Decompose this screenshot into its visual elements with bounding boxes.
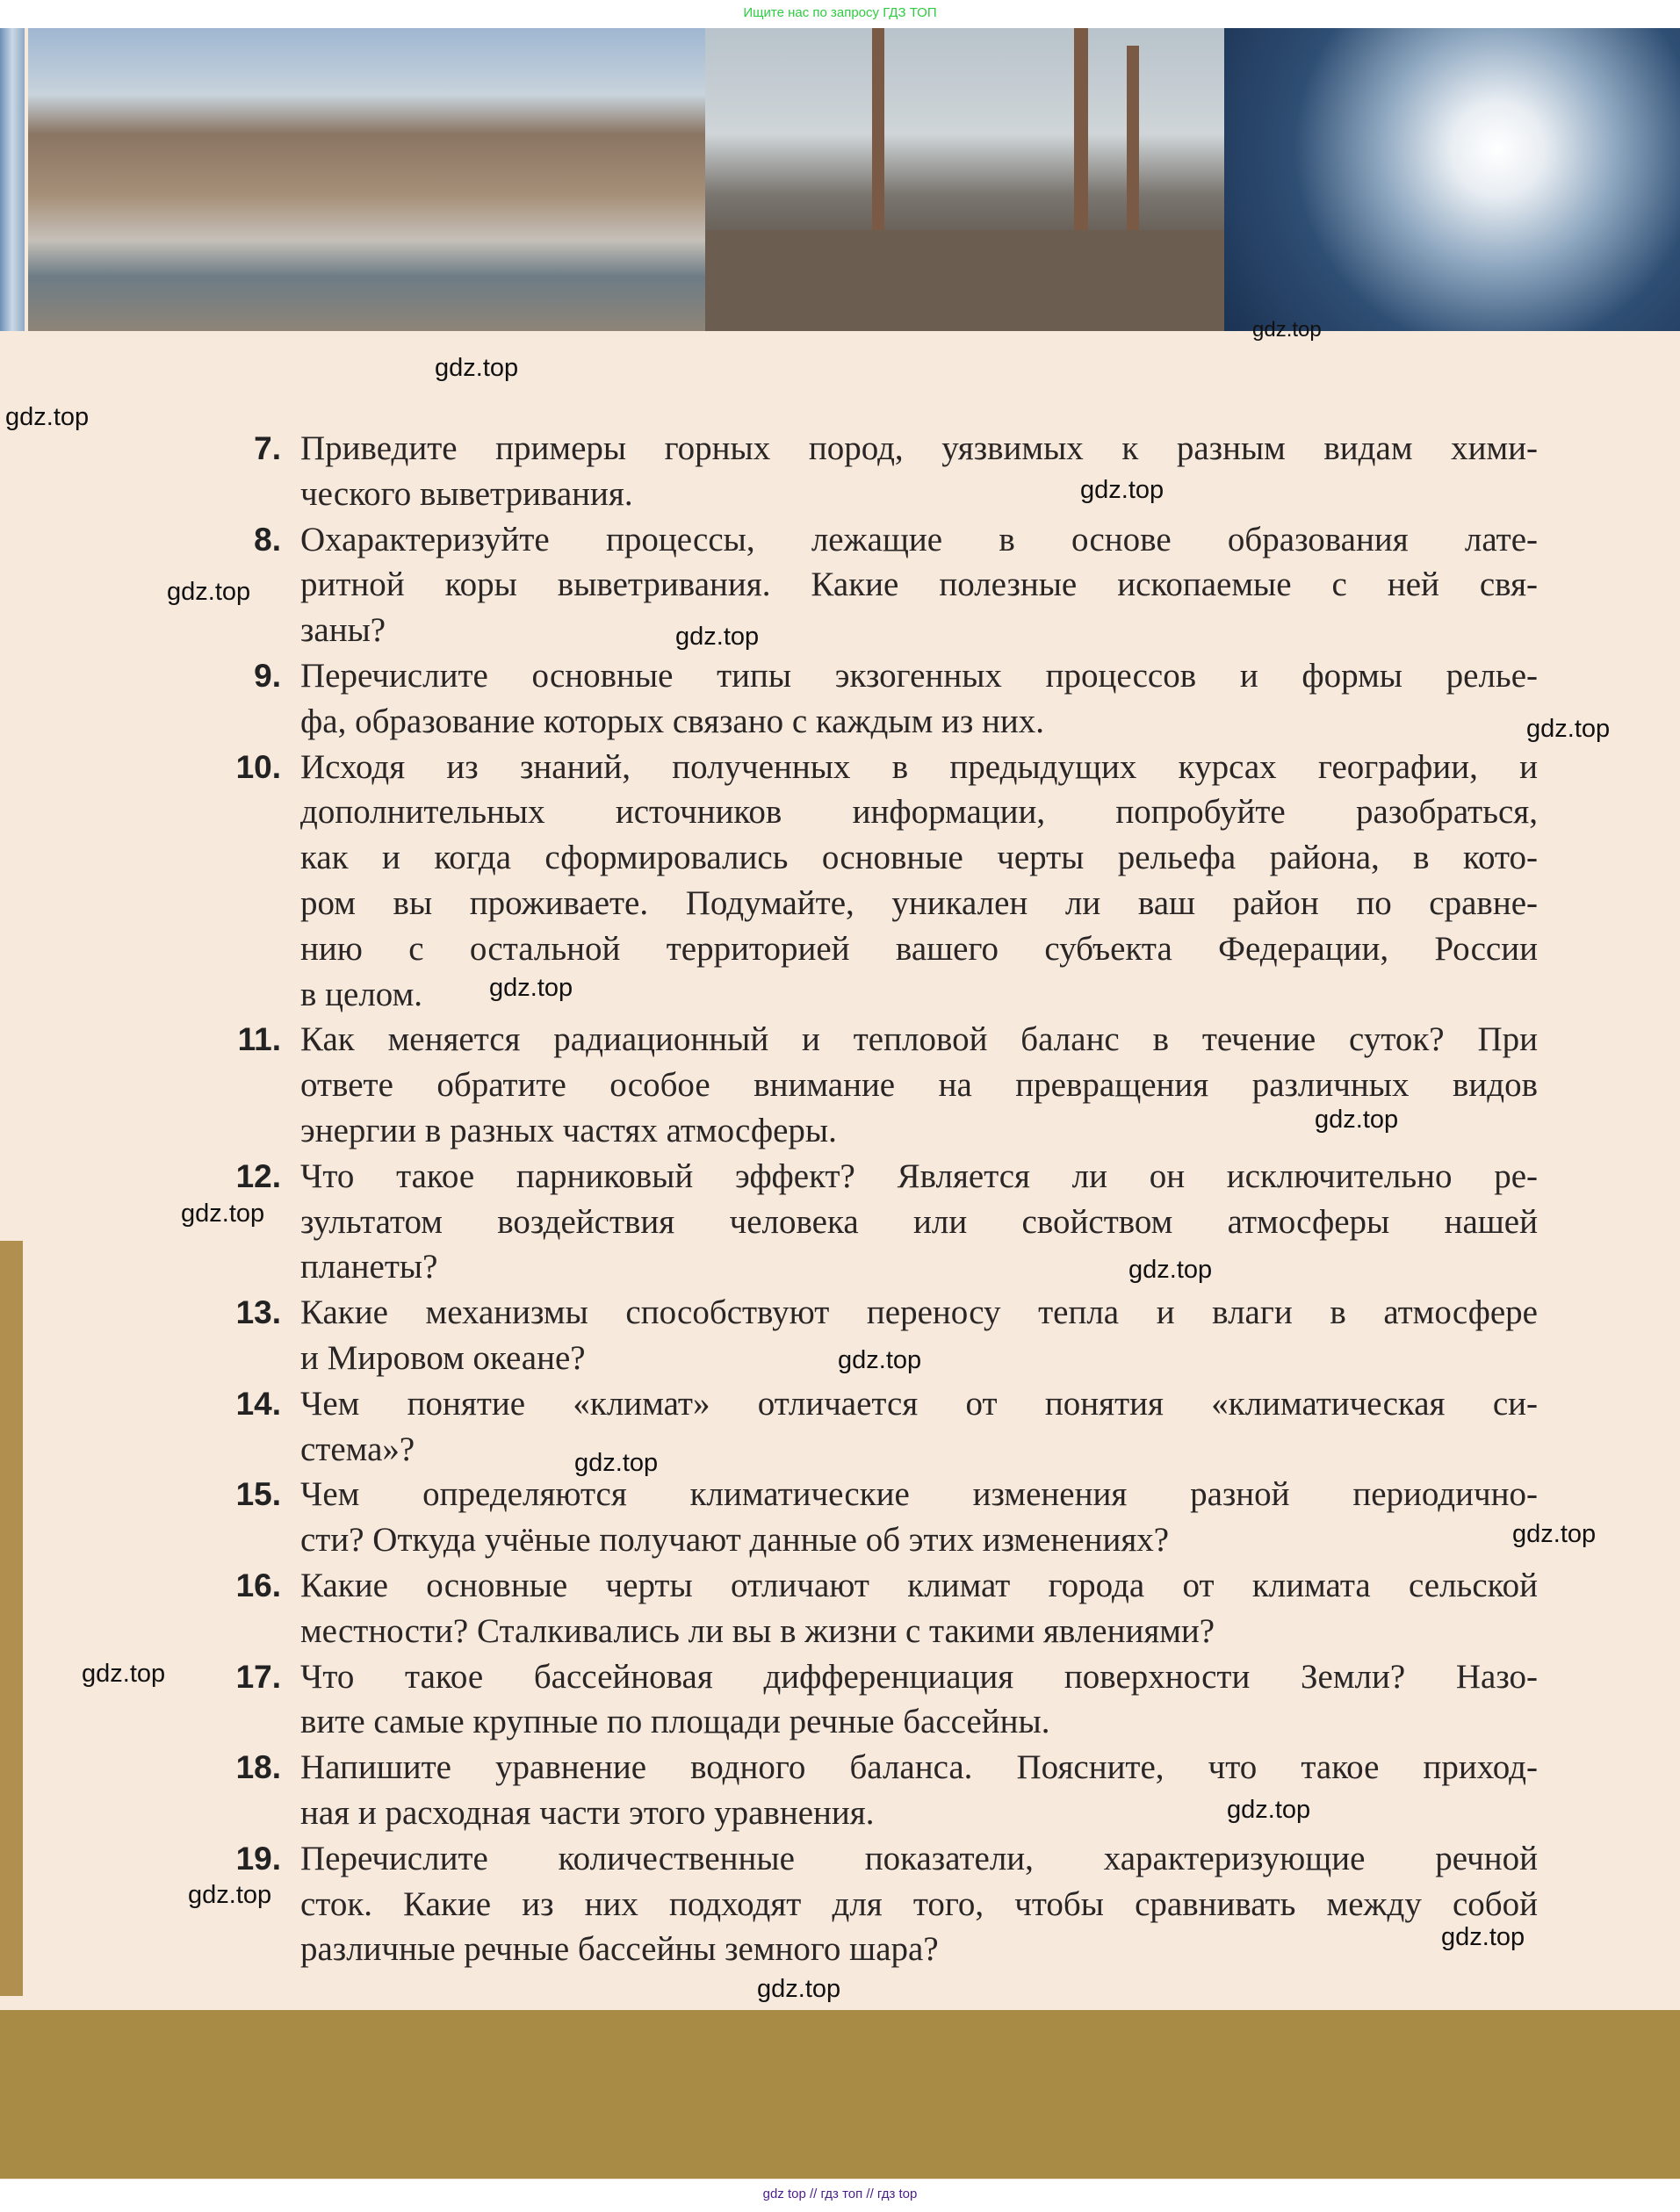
question-item	[0, 1017, 1680, 1153]
question-item	[0, 1563, 1680, 1654]
question-text-line: Какие механизмы способствуют переносу тепла и влаги в атмосфере	[300, 1293, 1538, 1332]
question-text-line: как и когда сформировались основные черты рельефа района, в кото-	[300, 839, 1538, 877]
question-text-line: сток. Какие из них подходят для того, чтобы сравнивать между собой	[300, 1884, 1538, 1923]
question-item	[0, 1654, 1680, 1746]
watermark-text: gdz.top	[181, 1200, 265, 1228]
question-text-line: Охарактеризуйте процессы, лежащие в основе образования лате-	[300, 520, 1538, 558]
top-search-note: Ищите нас по запросу ГДЗ ТОП	[743, 5, 937, 20]
question-text-line: нию с остальной территорией вашего субъекта Федерации, России	[300, 929, 1538, 968]
watermark-text: gdz.top	[838, 1346, 922, 1374]
question-text-line: ритной коры выветривания. Какие полезные ископаемые с ней свя-	[300, 566, 1538, 604]
watermark-text: gdz.top	[1227, 1796, 1311, 1824]
question-item	[0, 745, 1680, 1018]
question-number: 14.	[235, 1385, 281, 1422]
question-item	[0, 653, 1680, 745]
watermark-text: gdz.top	[1512, 1520, 1597, 1548]
question-text-line: заны?	[300, 611, 386, 650]
question-number: 11.	[237, 1021, 281, 1058]
watermark-text: gdz.top	[675, 623, 760, 651]
question-text-line: в целом.	[300, 975, 422, 1013]
bottom-note: gdz top // гдз топ // гдз top	[762, 2187, 918, 2201]
question-number: 9.	[254, 657, 281, 694]
question-text-line: планеты?	[300, 1248, 438, 1286]
question-text-line: зультатом воздействия человека или свойством атмосферы нашей	[300, 1202, 1538, 1241]
watermark-text: gdz.top	[1441, 1923, 1525, 1951]
question-text-line: энергии в разных частях атмосферы.	[300, 1111, 837, 1149]
mountain-valley-photo	[28, 28, 705, 331]
bottom-gold-band	[0, 2010, 1680, 2179]
page-edge-strip	[0, 28, 25, 331]
question-text-line: вите самые крупные по площади речные бассейны.	[300, 1703, 1050, 1741]
watermark-text: gdz.top	[1526, 715, 1611, 743]
question-text-line: Что такое парниковый эффект? Является ли он исключительно ре-	[300, 1156, 1538, 1195]
question-number: 8.	[254, 521, 281, 558]
question-text-line: ческого выветривания.	[300, 474, 633, 513]
question-text-line: Перечислите основные типы экзогенных процессов и формы релье-	[300, 656, 1538, 695]
watermark-text: gdz.top	[167, 578, 251, 606]
question-text-line: Какие основные черты отличают климат города от климата сельской	[300, 1566, 1538, 1604]
question-number: 18.	[235, 1749, 281, 1786]
question-item	[0, 1472, 1680, 1563]
industrial-plant-photo	[705, 28, 1224, 331]
question-number: 13.	[235, 1294, 281, 1331]
watermark-text: gdz.top	[1252, 318, 1322, 342]
question-text-line: Как меняется радиационный и тепловой баланс в течение суток? При	[300, 1020, 1538, 1059]
watermark-text: gdz.top	[1315, 1106, 1399, 1134]
question-text-line: дополнительных источников информации, попробуйте разобраться,	[300, 793, 1538, 832]
hurricane-satellite-photo	[1224, 28, 1680, 331]
question-text-line: сти? Откуда учёные получают данные об этих изменениях?	[300, 1521, 1170, 1560]
question-text-line: ром вы проживаете. Подумайте, уникален ли ваш район по сравне-	[300, 883, 1538, 922]
question-number: 16.	[235, 1567, 281, 1603]
watermark-text: gdz.top	[82, 1660, 166, 1688]
question-text-line: стема»?	[300, 1430, 415, 1468]
watermark-text: gdz.top	[188, 1881, 272, 1909]
watermark-text: gdz.top	[489, 974, 573, 1002]
question-item	[0, 426, 1680, 517]
question-text-line: ная и расходная части этого уравнения.	[300, 1793, 875, 1832]
question-text-line: ответе обратите особое внимание на превращения различных видов	[300, 1066, 1538, 1105]
question-text-line: Приведите примеры горных пород, уязвимых к разным видам хими-	[300, 429, 1538, 467]
question-text-line: фа, образование которых связано с каждым из них.	[300, 702, 1045, 740]
question-number: 12.	[235, 1157, 281, 1194]
question-text-line: местности? Сталкивались ли вы в жизни с такими явлениями?	[300, 1611, 1215, 1650]
question-item	[0, 517, 1680, 653]
question-text-line: Что такое бассейновая дифференциация поверхности Земли? Назо-	[300, 1657, 1538, 1696]
question-text-line: различные речные бассейны земного шара?	[300, 1930, 939, 1969]
watermark-text: gdz.top	[1128, 1256, 1213, 1284]
watermark-text: gdz.top	[574, 1449, 659, 1477]
question-text-line: и Мировом океане?	[300, 1338, 586, 1377]
watermark-text: gdz.top	[435, 354, 519, 382]
watermark-text: gdz.top	[1080, 476, 1164, 504]
question-number: 19.	[235, 1840, 281, 1877]
question-number: 10.	[235, 748, 281, 785]
question-text-line: Чем определяются климатические изменения разной периодично-	[300, 1475, 1538, 1514]
question-item	[0, 1381, 1680, 1473]
question-text-line: Чем понятие «климат» отличается от понятия «климатическая си-	[300, 1384, 1538, 1423]
question-item	[0, 1745, 1680, 1836]
question-text-line: Исходя из знаний, полученных в предыдущих курсах географии, и	[300, 747, 1538, 786]
question-number: 7.	[254, 430, 281, 466]
watermark-text: gdz.top	[757, 1975, 841, 2003]
question-number: 17.	[235, 1658, 281, 1695]
question-number: 15.	[235, 1476, 281, 1513]
question-text-line: Перечислите количественные показатели, характеризующие речной	[300, 1839, 1538, 1877]
watermark-text: gdz.top	[5, 403, 90, 431]
question-text-line: Напишите уравнение водного баланса. Поясните, что такое приход-	[300, 1748, 1538, 1787]
